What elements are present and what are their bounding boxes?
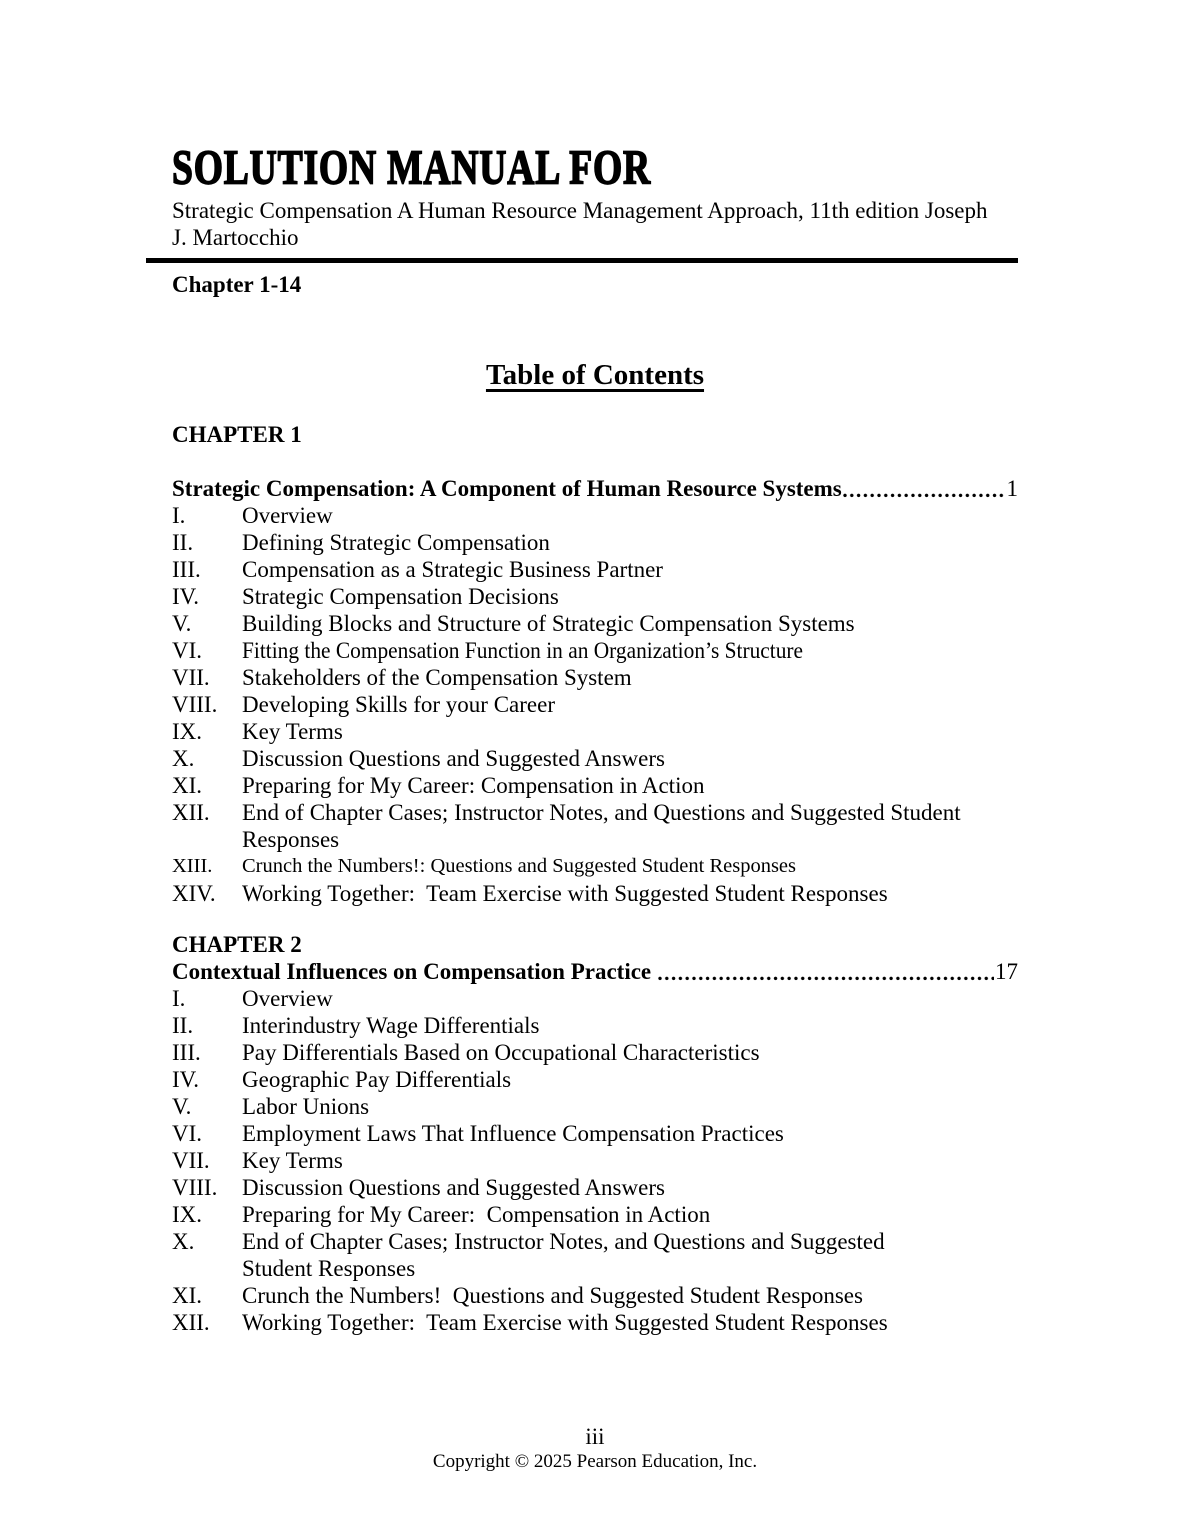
list-item xyxy=(172,718,1018,745)
page-footer xyxy=(0,1424,1190,1474)
list-item xyxy=(172,853,1018,880)
item-numeral: VI. xyxy=(172,638,203,663)
item-text: Geographic Pay Differentials xyxy=(242,1067,512,1092)
item-numeral: IV. xyxy=(172,584,200,609)
list-item xyxy=(172,1012,1018,1039)
list-item xyxy=(172,745,1018,772)
subtitle-line-1: Strategic Compensation A Human Resource Management Approach, 11th edition Joseph xyxy=(172,198,988,223)
item-text: Working Together: Team Exercise with Suggested Student Responses xyxy=(242,881,888,906)
item-numeral: V. xyxy=(172,1094,192,1119)
chapter-2-title-line xyxy=(172,958,1018,985)
item-text: Preparing for My Career: Compensation in Action xyxy=(242,1202,711,1227)
item-text: Stakeholders of the Compensation System xyxy=(242,665,632,690)
list-item xyxy=(172,1093,1018,1120)
item-text: Strategic Compensation Decisions xyxy=(242,584,559,609)
list-item xyxy=(172,502,1018,529)
item-numeral: VI. xyxy=(172,1121,203,1146)
item-numeral: X. xyxy=(172,746,195,771)
list-item xyxy=(172,880,1018,907)
item-text: Employment Laws That Influence Compensation Practices xyxy=(242,1121,784,1146)
list-item xyxy=(172,799,1018,853)
item-numeral: VII. xyxy=(172,665,210,690)
item-numeral: III. xyxy=(172,557,201,582)
chapter-1-title-line xyxy=(172,475,1018,502)
item-text: Overview xyxy=(242,503,333,528)
book-subtitle xyxy=(146,197,1018,263)
item-text: Developing Skills for your Career xyxy=(242,692,555,717)
item-numeral: I. xyxy=(172,503,186,528)
list-item xyxy=(172,556,1018,583)
list-item xyxy=(172,1228,1018,1282)
toc-heading xyxy=(172,358,1018,392)
item-text: Discussion Questions and Suggested Answers xyxy=(242,746,665,771)
item-text: Labor Unions xyxy=(242,1094,370,1119)
chapter-1-page-number: 1 xyxy=(1006,476,1018,501)
list-item xyxy=(172,1147,1018,1174)
chapter-2-items xyxy=(172,985,1018,1336)
chapter-1-title: Strategic Compensation: A Component of Human Resource Systems xyxy=(172,476,842,501)
list-item xyxy=(172,583,1018,610)
list-item xyxy=(172,1039,1018,1066)
list-item xyxy=(172,1120,1018,1147)
list-item xyxy=(172,1201,1018,1228)
item-text: Building Blocks and Structure of Strategic Compensation Systems xyxy=(242,611,855,636)
item-numeral: V. xyxy=(172,611,192,636)
item-text: Defining Strategic Compensation xyxy=(242,530,550,555)
list-item xyxy=(172,1309,1018,1336)
list-item xyxy=(172,1066,1018,1093)
item-text: Compensation as a Strategic Business Partner xyxy=(242,557,663,582)
leader-dots xyxy=(843,493,1006,498)
item-numeral: VIII. xyxy=(172,692,218,717)
page-title-text: SOLUTION MANUAL FOR xyxy=(172,141,651,196)
item-numeral: XII. xyxy=(172,1310,210,1335)
item-numeral: III. xyxy=(172,1040,201,1065)
item-numeral: II. xyxy=(172,530,194,555)
item-numeral: XIII. xyxy=(172,855,213,877)
item-text: Discussion Questions and Suggested Answers xyxy=(242,1175,665,1200)
item-text: Crunch the Numbers! Questions and Suggested Student Responses xyxy=(242,1283,863,1308)
toc-heading-text: Table of Contents xyxy=(485,359,705,391)
item-numeral: XI. xyxy=(172,1283,203,1308)
item-numeral: XIV. xyxy=(172,881,216,906)
chapter-range-label: Chapter 1-14 xyxy=(172,272,302,297)
item-text xyxy=(242,1228,1018,1282)
footer-copyright: Copyright © 2025 Pearson Education, Inc. xyxy=(432,1451,758,1472)
item-text xyxy=(242,799,1018,853)
item-text: Key Terms xyxy=(242,719,343,744)
chapter-2-label: CHAPTER 2 xyxy=(172,932,302,957)
chapter-2-page-number: 17 xyxy=(995,959,1018,984)
list-item xyxy=(172,772,1018,799)
item-text: Overview xyxy=(242,986,333,1011)
subtitle-line-2: J. Martocchio xyxy=(172,225,299,250)
chapter-1-label: CHAPTER 1 xyxy=(172,422,302,447)
item-numeral: VIII. xyxy=(172,1175,218,1200)
item-text: Fitting the Compensation Function in an Organization’s Structure xyxy=(242,638,804,663)
chapter-1-items xyxy=(172,502,1018,907)
item-numeral: IV. xyxy=(172,1067,200,1092)
item-text: Key Terms xyxy=(242,1148,343,1173)
chapter-2-title: Contextual Influences on Compensation Practice xyxy=(172,959,657,984)
item-numeral: XI. xyxy=(172,773,203,798)
item-numeral: IX. xyxy=(172,1202,203,1227)
leader-dots xyxy=(658,976,994,981)
list-item xyxy=(172,1174,1018,1201)
page-title xyxy=(172,141,1018,196)
item-numeral: VII. xyxy=(172,1148,210,1173)
list-item xyxy=(172,610,1018,637)
list-item xyxy=(172,985,1018,1012)
item-text-line2: Responses xyxy=(242,827,340,852)
list-item xyxy=(172,637,1018,664)
list-item xyxy=(172,1282,1018,1309)
item-numeral: X. xyxy=(172,1229,195,1254)
footer-page-number: iii xyxy=(585,1424,605,1449)
item-text-line1: End of Chapter Cases; Instructor Notes, and Questions and Suggested xyxy=(242,1229,885,1254)
list-item xyxy=(172,691,1018,718)
item-text: Preparing for My Career: Compensation in Action xyxy=(242,773,705,798)
item-text: Crunch the Numbers!: Questions and Suggested Student Responses xyxy=(242,855,797,877)
item-text: Working Together: Team Exercise with Suggested Student Responses xyxy=(242,1310,888,1335)
item-numeral: IX. xyxy=(172,719,203,744)
list-item xyxy=(172,529,1018,556)
item-text-line2: Student Responses xyxy=(242,1256,416,1281)
item-numeral: II. xyxy=(172,1013,194,1038)
list-item xyxy=(172,664,1018,691)
item-text: Interindustry Wage Differentials xyxy=(242,1013,540,1038)
item-text: Pay Differentials Based on Occupational Characteristics xyxy=(242,1040,760,1065)
item-numeral: XII. xyxy=(172,800,210,825)
item-text-line1: End of Chapter Cases; Instructor Notes, and Questions and Suggested Student xyxy=(242,800,961,825)
item-numeral: I. xyxy=(172,986,186,1011)
